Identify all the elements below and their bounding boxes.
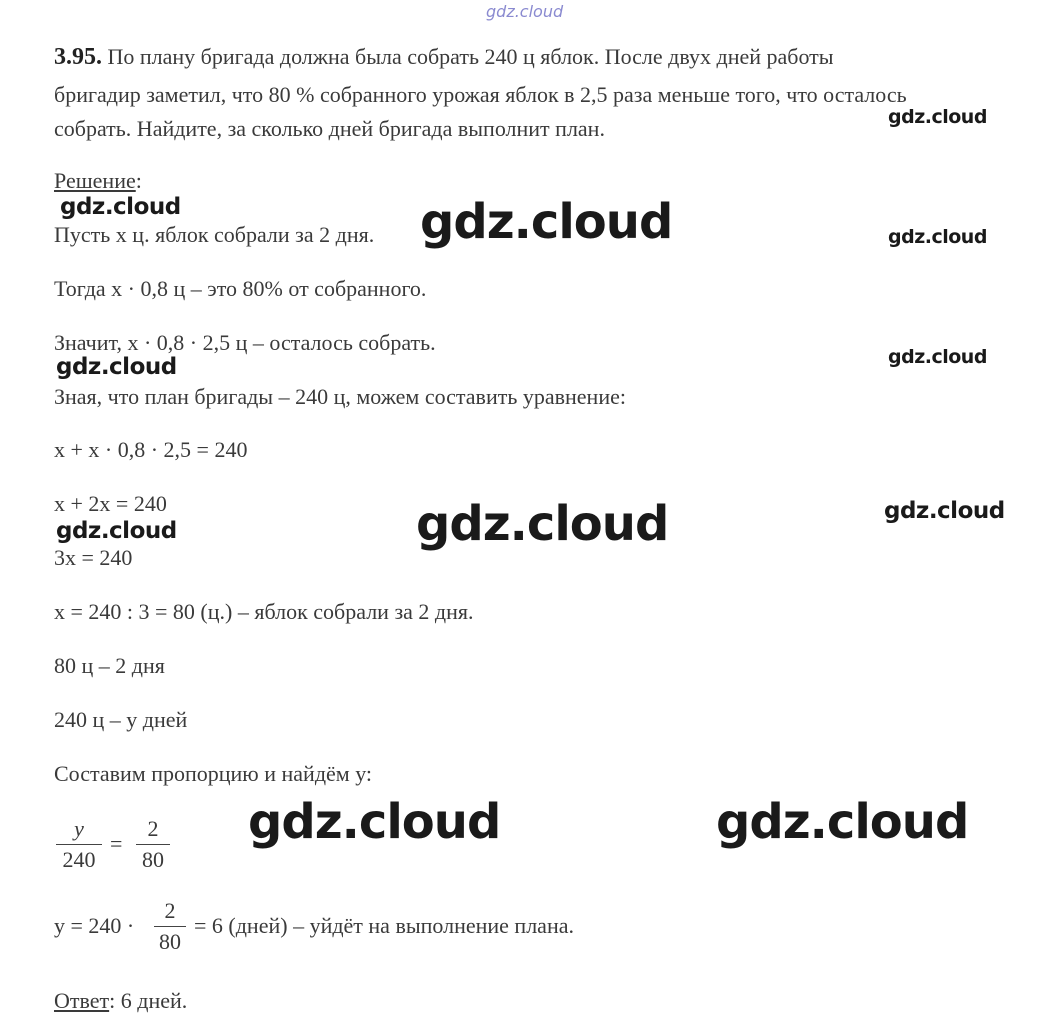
watermark: gdz.cloud bbox=[420, 194, 673, 250]
fraction-bar bbox=[136, 844, 170, 845]
watermark: gdz.cloud bbox=[56, 518, 177, 544]
solution-heading-label: Решение bbox=[54, 168, 136, 193]
problem-line-1 bbox=[54, 44, 834, 70]
proportion-equals: = bbox=[110, 831, 123, 856]
watermark: gdz.cloud bbox=[888, 346, 987, 368]
solution-line-6: х + 2х = 240 bbox=[54, 491, 167, 516]
proportion-left-numerator: y bbox=[74, 816, 84, 841]
answer-label: Ответ bbox=[54, 988, 110, 1013]
proportion-right-numerator: 2 bbox=[147, 816, 159, 841]
watermark: gdz.cloud bbox=[888, 106, 987, 128]
problem-line-2: бригадир заметил, что 80 % собранного урожая яблок в 2,5 раза меньше того, что осталось bbox=[54, 82, 907, 107]
solution-line-11: Составим пропорцию и найдём у: bbox=[54, 761, 373, 786]
fraction-bar bbox=[56, 844, 102, 845]
problem-number: 3.95. bbox=[54, 44, 102, 70]
final-suffix: = 6 (дней) – уйдёт на выполнение плана. bbox=[194, 913, 574, 938]
watermark: gdz.cloud bbox=[888, 226, 987, 248]
final-denominator: 80 bbox=[159, 929, 181, 954]
watermark: gdz.cloud bbox=[56, 354, 177, 380]
solution-line-3: Значит, х · 0,8 · 2,5 ц – осталось собрать. bbox=[54, 330, 436, 355]
solution-line-5: х + х · 0,8 · 2,5 = 240 bbox=[54, 437, 248, 462]
final-prefix: у = 240 · bbox=[54, 913, 135, 938]
solution-line-1: Пусть х ц. яблок собрали за 2 дня. bbox=[54, 222, 375, 247]
answer-text: : 6 дней. bbox=[109, 988, 188, 1013]
watermark: gdz.cloud bbox=[716, 794, 969, 850]
watermark: gdz.cloud bbox=[884, 498, 1005, 524]
proportion-left-denominator: 240 bbox=[62, 847, 96, 872]
final-numerator: 2 bbox=[164, 898, 176, 923]
watermark-top: gdz.cloud bbox=[486, 2, 564, 21]
solution-heading bbox=[54, 168, 142, 194]
solution-line-7: 3х = 240 bbox=[54, 545, 133, 570]
solution-line-2: Тогда х · 0,8 ц – это 80% от собранного. bbox=[54, 276, 427, 301]
answer bbox=[54, 988, 187, 1014]
proportion-right-denominator: 80 bbox=[142, 847, 164, 872]
fraction-bar bbox=[154, 926, 186, 927]
problem-text-1: По плану бригада должна была собрать 240 ц яблок. После двух дней работы bbox=[107, 44, 834, 69]
solution-heading-colon: : bbox=[135, 168, 142, 193]
watermark: gdz.cloud bbox=[248, 794, 501, 850]
solution-line-10: 240 ц – у дней bbox=[54, 707, 188, 732]
proportion-right-fraction bbox=[136, 816, 170, 873]
solution-line-4: Зная, что план бригады – 240 ц, можем составить уравнение: bbox=[54, 384, 626, 409]
watermark: gdz.cloud bbox=[60, 194, 181, 220]
proportion-left-fraction bbox=[56, 816, 102, 873]
watermark: gdz.cloud bbox=[416, 496, 669, 552]
problem-line-3: собрать. Найдите, за сколько дней бригада выполнит план. bbox=[54, 116, 605, 141]
solution-line-8: х = 240 : 3 = 80 (ц.) – яблок собрали за 2 дня. bbox=[54, 599, 474, 624]
solution-line-9: 80 ц – 2 дня bbox=[54, 653, 165, 678]
final-fraction bbox=[154, 898, 186, 955]
